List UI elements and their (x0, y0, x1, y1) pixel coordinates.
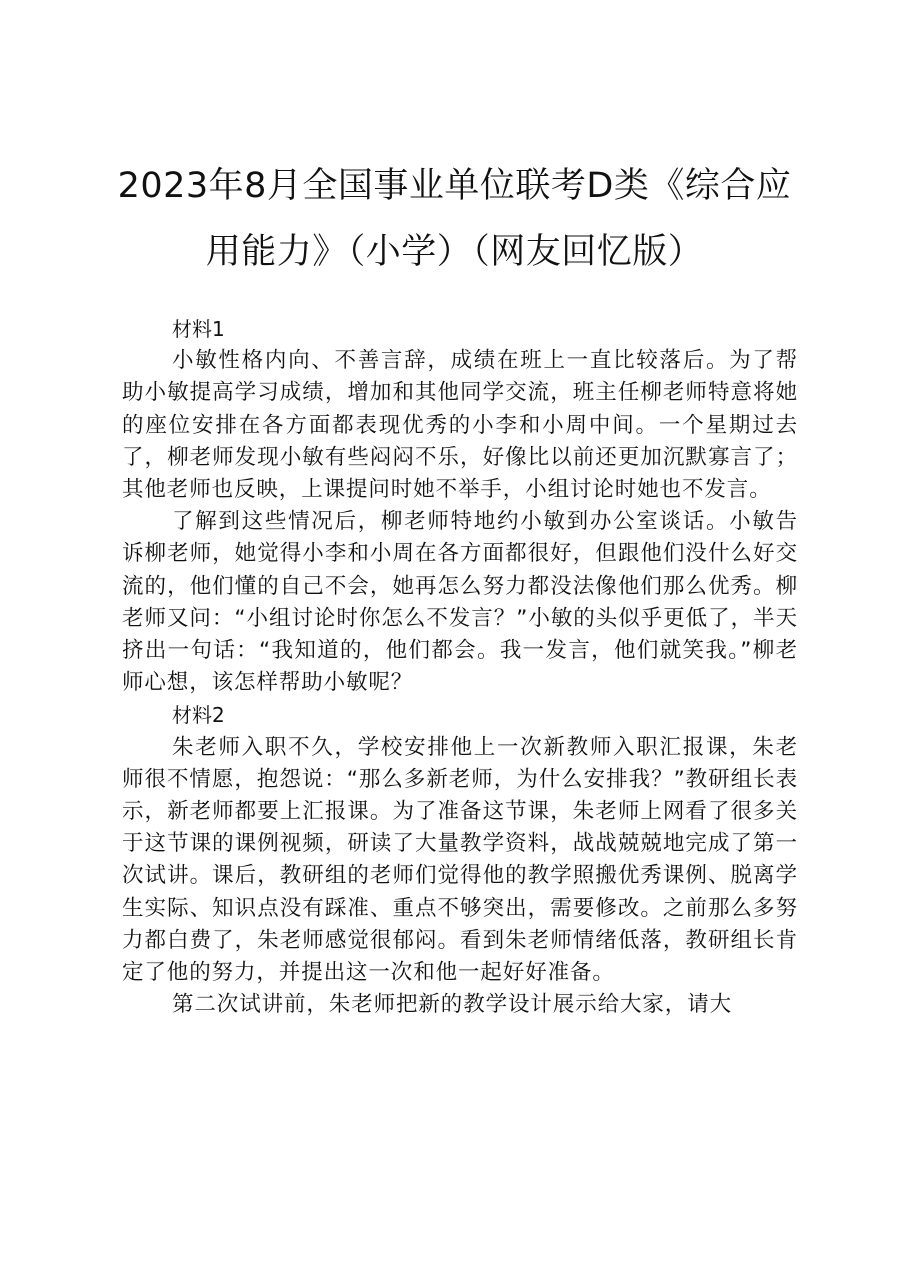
document-title-line-2: 用能力》（小学）（网友回忆版） (205, 232, 704, 272)
section-label-material-2: 材料2 (172, 703, 225, 728)
paragraph-material-2-1: 朱老师入职不久，学校安排他上一次新教师入职汇报课，朱老师很不情愿，抱怨说：“那么多新老师，为什么安排我？”教研组长表示，新老师都要上汇报课。为了准备这节课，朱老师上网看了很多关于这节课的课例视频，研读了大量教学资料，战战兢兢地完成了第一次试讲。课后，教研组的老师们觉得他的教学照搬优秀课例、脱离学生实际、知识点没有踩准、重点不够突出，需要修改。之前那么多努力都白费了，朱老师感觉很郁闷。看到朱老师情绪低落，教研组长肯定了他的努力，并提出这一次和他一起好好准备。 (122, 734, 798, 986)
document-title-line-1: 2023年8月全国事业单位联考D类《综合应 (117, 166, 792, 206)
section-label-material-1: 材料1 (172, 317, 225, 341)
paragraph-material-1-2: 了解到这些情况后，柳老师特地约小敏到办公室谈话。小敏告诉柳老师，她觉得小李和小周在各方面都很好，但跟他们没什么好交流的，他们懂的自己不会，她再怎么努力都没法像他们那么优秀。柳老师又问：“小组讨论时你怎么不发言？”小敏的头似乎更低了，半天挤出一句话：“我知道的，他们都会。我一发言，他们就笑我。”柳老师心想，该怎样帮助小敏呢？ (122, 509, 798, 696)
paragraph-material-2-2: 第二次试讲前，朱老师把新的教学设计展示给大家，请大 (172, 992, 733, 1018)
paragraph-material-1-1: 小敏性格内向、不善言辞，成绩在班上一直比较落后。为了帮助小敏提高学习成绩，增加和其他同学交流，班主任柳老师特意将她的座位安排在各方面都表现优秀的小李和小周中间。一个星期过去了，柳老师发现小敏有些闷闷不乐，好像比以前还更加沉默寡言了；其他老师也反映，上课提问时她不举手，小组讨论时她也不发言。 (122, 348, 798, 503)
document-body (122, 313, 798, 1021)
